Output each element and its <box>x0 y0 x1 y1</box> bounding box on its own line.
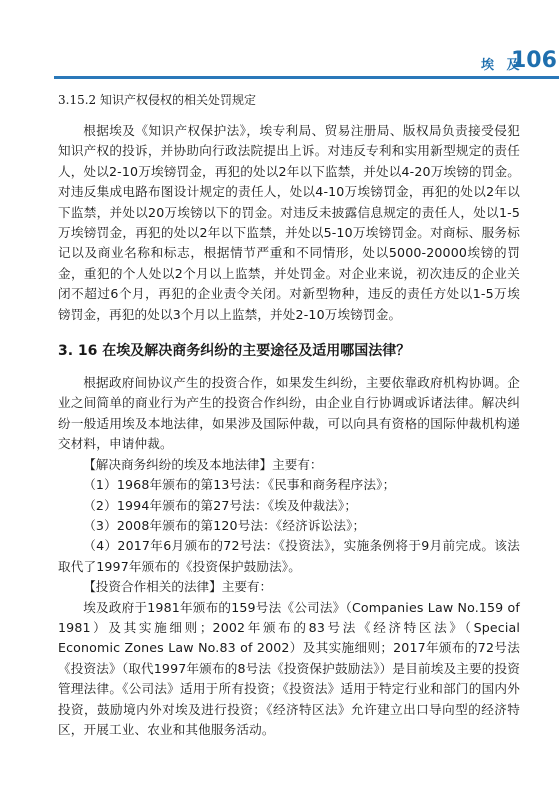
dispute-intro-paragraph: 根据政府间协议产生的投资合作，如果发生纠纷，主要依靠政府机构协调。企业之间简单的商业行为产生的投资合作纠纷，由企业自行协调或诉诸法律。解决纠纷一般适用埃及本地法律，如果涉及国际仲裁，可以向具有资格的国际仲裁机构递交材料，申请仲裁。 <box>58 375 520 452</box>
page-number: 106 <box>511 48 557 73</box>
ip-penalty-paragraph: 根据埃及《知识产权保护法》，埃专利局、贸易注册局、版权局负责接受侵犯知识产权的投诉，并协助向行政法院提出上诉。对违反专利和实用新型规定的责任人，处以2-10万埃镑罚金，再犯的处以2年以下监禁，并处以4-20万埃镑的罚金。对违反集成电路布图设计规定的责任人，处以4-10万埃镑罚金，再犯的处以2年以下监禁，并处以20万埃镑以下的罚金。对违反未披露信息规定的责任人，处以1-5万埃镑罚金，再犯的处以2年以下监禁，并处以5-10万埃镑罚金。对商标、服务标记以及商业名称和标志，根据情节严重和不同情形，处以5000-20000埃镑的罚金，重犯的个人处以2个月以上监禁，并处罚金。对企业来说，初次违反的企业关闭不超过6个月，再犯的企业责令关闭。对新型物种，违反的责任方处以1-5万埃镑罚金，再犯的处以3个月以上监禁，并处2-10万埃镑罚金。 <box>58 123 520 322</box>
page-content <box>58 90 520 740</box>
section-heading-3-16: 3. 16 在埃及解决商务纠纷的主要途径及适用哪国法律？ <box>58 343 411 360</box>
list-item: （2）1994年颁布的第27号法：《埃及仲裁法》； <box>83 497 358 513</box>
header-rule <box>54 76 559 79</box>
list-item: （1）1968年颁布的第13号法：《民事和商务程序法》； <box>83 477 396 493</box>
list-item: （4）2017年6月颁布的72号法：《投资法》，实施条例将于9月前完成。该法取代了1997年颁布的《投资保护鼓励法》。 <box>58 538 520 574</box>
local-laws-title: 【解决商务纠纷的埃及本地法律】主要有： <box>83 456 323 472</box>
local-laws-list <box>58 475 520 577</box>
investment-laws-title: 【投资合作相关的法律】主要有： <box>83 579 273 595</box>
investment-laws-paragraph: 埃及政府于1981年颁布的159号法《公司法》（Companies Law No.159 of 1981）及其实施细则；2002年颁布的83号法《经济特区法》（Special Economic Zones Law No.83 of 2002）及其实施细则；2017年颁布的72号法《投资法》（取代1997年颁布的8号法《投资保护鼓励法》）是目前埃及主要的投资管理法律。《公司法》适用于所有投资；《投资法》适用于特定行业和部门的国内外投资，鼓励境内外对埃及进行投资；《经济特区法》允许建立出口导向型的经济特区，开展工业、农业和其他服务活动。 <box>58 599 520 737</box>
header-country-tag: 埃 及 <box>481 58 524 73</box>
list-item: （3）2008年颁布的第120号法：《经济诉讼法》； <box>83 517 366 533</box>
subsection-heading-3-15-2: 3.15.2 知识产权侵权的相关处罚规定 <box>58 93 256 107</box>
